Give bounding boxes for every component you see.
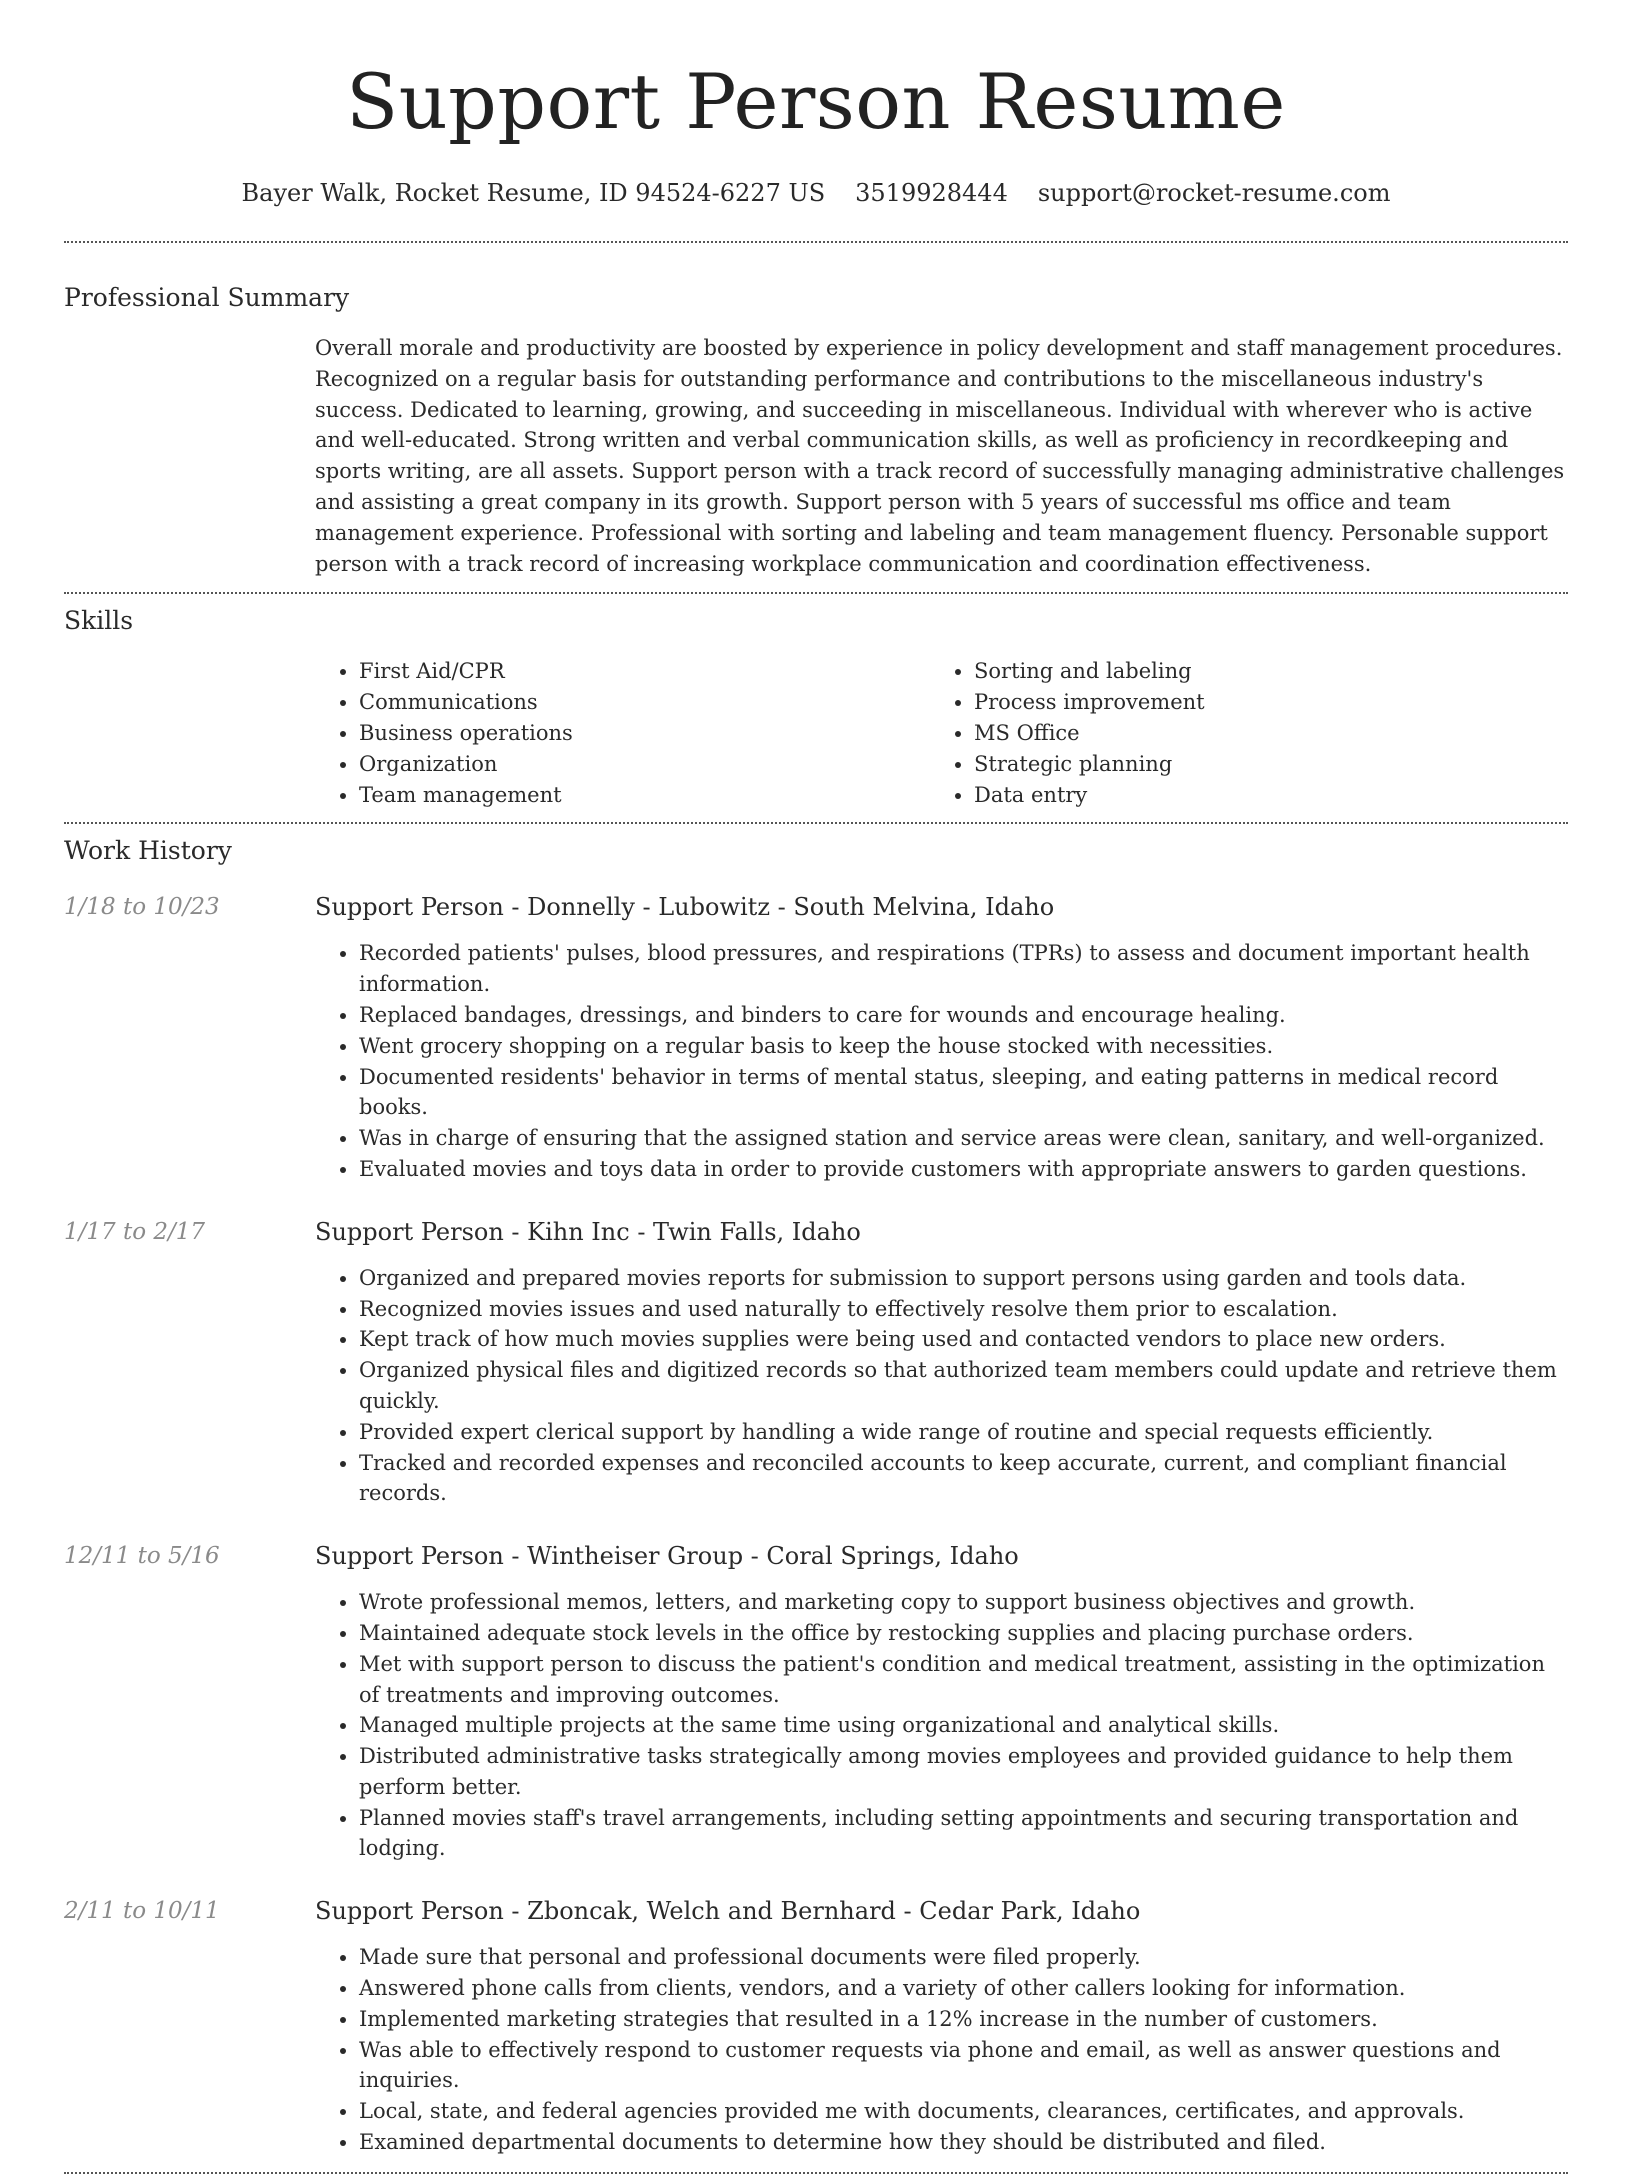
skills-column-left [315, 656, 930, 810]
contact-phone: 3519928444 [855, 179, 1008, 207]
skill-item: • First Aid/CPR [359, 656, 930, 687]
job-bullet: • Organized physical files and digitized records so that authorized team members could update and retrieve them quickly. [359, 1355, 1568, 1417]
job-bullet: • Answered phone calls from clients, vendors, and a variety of other callers looking for information. [359, 1973, 1568, 2004]
job-bullet: • Distributed administrative tasks strategically among movies employees and provided guidance to help them perform better. [359, 1741, 1568, 1803]
job-bullet: • Organized and prepared movies reports for submission to support persons using garden and tools data. [359, 1263, 1568, 1294]
job-bullets [315, 1263, 1568, 1509]
job-bullet: • Local, state, and federal agencies provided me with documents, clearances, certificates, and approvals. [359, 2096, 1568, 2127]
job-bullet: • Documented residents' behavior in terms of mental status, sleeping, and eating patterns in medical record books. [359, 1062, 1568, 1124]
job-entry [64, 1539, 1568, 1864]
job-title: Support Person - Kihn Inc - Twin Falls, Idaho [315, 1217, 861, 1246]
job-bullet: • Tracked and recorded expenses and reconciled accounts to keep accurate, current, and compliant financial records. [359, 1448, 1568, 1510]
contact-line [64, 176, 1568, 210]
job-bullet: • Recognized movies issues and used naturally to effectively resolve them prior to escalation. [359, 1294, 1568, 1325]
job-title: Support Person - Wintheiser Group - Coral Springs, Idaho [315, 1542, 1019, 1571]
skill-item: • Data entry [974, 780, 1545, 811]
job-dates: 1/18 to 10/23 [64, 894, 220, 921]
resume-title: Support Person Resume [346, 57, 1286, 146]
skill-item: • MS Office [974, 718, 1545, 749]
job-bullet: • Met with support person to discuss the patient's condition and medical treatment, assisting in the optimization of treatments and improving outcomes. [359, 1649, 1568, 1711]
job-bullet: • Replaced bandages, dressings, and binders to care for wounds and encourage healing. [359, 1000, 1568, 1031]
skill-item: • Business operations [359, 718, 930, 749]
job-bullets [315, 1587, 1568, 1864]
job-entry [64, 1894, 1568, 2158]
job-entry [64, 890, 1568, 1184]
job-bullet: • Examined departmental documents to determine how they should be distributed and filed. [359, 2127, 1568, 2158]
job-title: Support Person - Donnelly - Lubowitz - South Melvina, Idaho [315, 893, 1055, 922]
summary-heading: Professional Summary [64, 283, 350, 312]
job-dates: 1/17 to 2/17 [64, 1218, 206, 1245]
skills-column-right [930, 656, 1545, 810]
job-bullet: • Evaluated movies and toys data in order to provide customers with appropriate answers to garden questions. [359, 1154, 1568, 1185]
work-history-heading: Work History [64, 836, 232, 866]
skill-item: • Sorting and labeling [974, 656, 1545, 687]
job-dates: 12/11 to 5/16 [64, 1543, 220, 1570]
summary-section [64, 243, 1568, 579]
job-bullet: • Implemented marketing strategies that resulted in a 12% increase in the number of customers. [359, 2004, 1568, 2035]
job-bullet: • Maintained adequate stock levels in the office by restocking supplies and placing purchase orders. [359, 1618, 1568, 1649]
work-history-section [64, 824, 1568, 2158]
skills-heading: Skills [64, 606, 134, 636]
job-bullet: • Wrote professional memos, letters, and marketing copy to support business objectives and growth. [359, 1587, 1568, 1618]
job-bullet: • Was able to effectively respond to customer requests via phone and email, as well as answer questions and inquiries. [359, 2035, 1568, 2097]
job-bullet: • Managed multiple projects at the same time using organizational and analytical skills. [359, 1710, 1568, 1741]
contact-email: support@rocket-resume.com [1037, 179, 1391, 207]
job-bullet: • Planned movies staff's travel arrangements, including setting appointments and securing transportation and lodging. [359, 1803, 1568, 1865]
skills-section [64, 594, 1568, 810]
job-bullets [315, 1942, 1568, 2158]
skill-item: • Process improvement [974, 687, 1545, 718]
job-bullet: • Kept track of how much movies supplies were being used and contacted vendors to place new orders. [359, 1324, 1568, 1355]
job-bullet: • Went grocery shopping on a regular basis to keep the house stocked with necessities. [359, 1031, 1568, 1062]
contact-address: Bayer Walk, Rocket Resume, ID 94524-6227 US [241, 179, 826, 207]
job-bullet: • Was in charge of ensuring that the assigned station and service areas were clean, sanitary, and well-organized. [359, 1123, 1568, 1154]
job-bullet: • Made sure that personal and professional documents were filed properly. [359, 1942, 1568, 1973]
job-dates: 2/11 to 10/11 [64, 1898, 220, 1925]
job-bullet: • Recorded patients' pulses, blood pressures, and respirations (TPRs) to assess and document important health information. [359, 938, 1568, 1000]
skill-item: • Team management [359, 780, 930, 811]
job-title: Support Person - Zboncak, Welch and Bernhard - Cedar Park, Idaho [315, 1897, 1141, 1926]
skill-item: • Organization [359, 749, 930, 780]
skill-item: • Communications [359, 687, 930, 718]
skill-item: • Strategic planning [974, 749, 1545, 780]
summary-text: Overall morale and productivity are boosted by experience in policy development and staff management procedures. Recognized on a regular basis for outstanding performance and contributions to the miscellaneous industry's success. Dedicated to learning, growing, and succeeding in miscellaneous. Individual with wherever who is active and well-educated. Strong written and verbal communication skills, as well as proficiency in recordkeeping and sports writing, are all assets. Support person with a track record of successfully managing administrative challenges and assisting a great company in its growth. Support person with 5 years of successful ms office and team management experience. Professional with sorting and labeling and team management fluency. Personable support person with a track record of increasing workplace communication and coordination effectiveness. [315, 336, 1565, 576]
job-bullets [315, 938, 1568, 1184]
job-bullet: • Provided expert clerical support by handling a wide range of routine and special requests efficiently. [359, 1417, 1568, 1448]
job-entry [64, 1215, 1568, 1509]
